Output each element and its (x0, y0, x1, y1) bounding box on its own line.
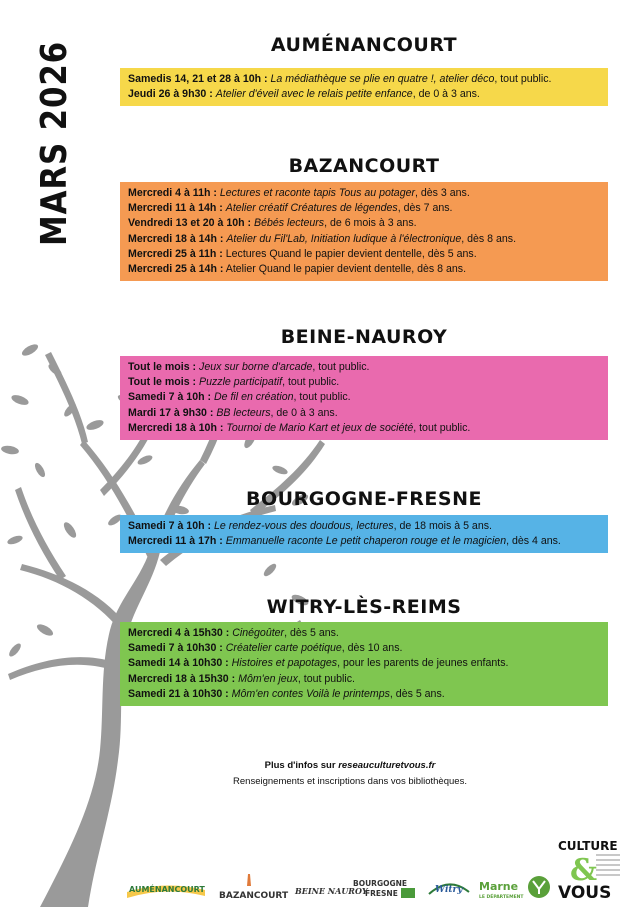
logo-beine-nauroy-text: BEINE NAUROY (295, 886, 368, 896)
event-line (128, 232, 600, 247)
event-audience: , tout public. (312, 361, 370, 373)
event-title: Lectures et raconte tapis Tous au potager (219, 187, 416, 199)
event-title: Puzzle participatif (199, 376, 283, 389)
vertical-title-text: MARS 2026 (34, 6, 75, 246)
logo-bourgogne-fresne (351, 872, 417, 902)
brand-culture: CULTURE (558, 839, 618, 853)
event-title: Histoires et papotages (231, 657, 338, 670)
event-date: Mercredi 18 à 15h30 : (128, 672, 236, 685)
event-date: Mercredi 4 à 11h : (128, 187, 217, 199)
logo-bazancourt-text: BAZANCOURT (219, 891, 289, 901)
event-line (128, 406, 600, 421)
event-line (128, 201, 600, 216)
section-title: BOURGOGNE-FRESNE (246, 488, 482, 510)
partner-logos (125, 872, 555, 902)
event-date: Samedis 14, 21 et 28 à 10h : (128, 73, 268, 85)
logo-fresne-text: FRESNE (365, 889, 398, 898)
event-audience: , de 0 à 3 ans. (412, 88, 480, 101)
event-date: Mercredi 25 à 14h : (128, 263, 224, 276)
event-date: Tout le mois : (128, 361, 197, 373)
event-title: Emmanuelle raconte Le petit chaperon rouge et le magicien (225, 535, 507, 548)
event-line (128, 216, 600, 231)
event-line (128, 421, 600, 436)
event-audience: Atelier Quand le papier devient dentelle, dès 8 ans. (223, 263, 467, 276)
event-date: Mercredi 18 à 14h : (128, 232, 224, 245)
culture-et-vous-logo (556, 838, 626, 903)
event-line (128, 262, 600, 277)
event-audience: , pour les parents de jeunes enfants. (337, 657, 509, 670)
section-title: AUMÉNANCOURT (270, 34, 458, 56)
brand-vous: VOUS (558, 883, 612, 903)
event-line (128, 72, 600, 87)
logo-witry (425, 872, 473, 902)
event-line (128, 626, 600, 641)
logo-aumenancourt-text: AUMÉNANCOURT (129, 885, 205, 894)
event-date: Mercredi 11 à 17h : (128, 535, 223, 548)
events-box (120, 68, 608, 106)
event-title: Môm'en contes Voilà le printemps (231, 687, 390, 700)
event-line (128, 360, 600, 375)
info-prefix: Plus d'infos sur (264, 760, 339, 771)
event-line (128, 247, 600, 262)
brand-ampersand: & (570, 853, 598, 888)
event-title: Le rendez-vous des doudous, lectures (213, 520, 394, 532)
logo-beine-nauroy (293, 872, 368, 902)
event-line (128, 656, 600, 671)
logo-aumenancourt (125, 872, 207, 902)
vertical-title (30, 6, 75, 248)
section-title: BAZANCOURT (288, 155, 440, 177)
events-box (120, 622, 608, 706)
event-line (128, 390, 600, 405)
event-date: Mercredi 11 à 14h : (128, 202, 223, 215)
event-audience: , dès 5 ans. (284, 627, 339, 639)
event-audience: , de 18 mois à 5 ans. (393, 520, 492, 532)
logo-bourgogne-text: BOURGOGNE (353, 879, 408, 888)
event-date: Samedi 7 à 10h : (128, 391, 212, 404)
event-date: Tout le mois : (128, 376, 197, 389)
event-title: Cinégoûter (232, 627, 285, 639)
event-title: Bébés lecteurs (254, 217, 325, 230)
event-title: De fil en création (213, 391, 294, 404)
event-audience: , tout public. (297, 672, 355, 685)
events-box (120, 356, 608, 440)
event-date: Jeudi 26 à 9h30 : (128, 88, 213, 101)
info-line (200, 760, 500, 771)
events-box (120, 182, 608, 281)
event-date: Vendredi 13 et 20 à 10h : (128, 217, 252, 230)
event-audience: , dès 3 ans. (415, 187, 470, 199)
event-title: Créatelier carte poétique (225, 642, 342, 655)
event-line (128, 375, 600, 390)
event-title: Atelier d'éveil avec le relais petite enfance (215, 88, 413, 101)
event-title: La médiathèque se plie en quatre !, atelier déco (270, 73, 495, 85)
event-audience: , de 0 à 3 ans. (270, 406, 338, 419)
logo-marne (479, 872, 551, 902)
logo-marne-text: Marne (479, 880, 519, 893)
logo-bazancourt (215, 872, 289, 902)
event-line (128, 672, 600, 687)
event-date: Samedi 7 à 10h : (128, 520, 212, 532)
event-date: Mardi 17 à 9h30 : (128, 406, 214, 419)
events-box (120, 515, 608, 553)
event-audience: , dès 4 ans. (506, 535, 561, 548)
event-audience: , dès 10 ans. (341, 642, 403, 655)
event-audience: , dès 7 ans. (397, 202, 453, 215)
section-title: WITRY-LÈS-REIMS (266, 596, 462, 618)
event-audience: Lectures Quand le papier devient dentelle, dès 5 ans. (222, 247, 477, 260)
event-title: Jeux sur borne d'arcade (199, 361, 313, 373)
info-line-2: Renseignements et inscriptions dans vos bibliothèques. (233, 776, 467, 787)
event-date: Mercredi 25 à 11h : (128, 247, 223, 260)
event-date: Mercredi 4 à 15h30 : (128, 627, 230, 639)
logo-marne-sub: LE DÉPARTEMENT (479, 895, 524, 900)
event-line (128, 87, 600, 102)
event-audience: , dès 5 ans. (389, 687, 445, 700)
event-line (128, 519, 600, 534)
event-title: Atelier du Fil'Lab, Initiation ludique à l'électronique (226, 232, 462, 245)
event-audience: , tout public. (282, 376, 340, 389)
event-line (128, 641, 600, 656)
event-audience: , tout public. (494, 73, 552, 85)
event-title: Môm'en jeux (238, 672, 298, 685)
event-title: Atelier créatif Créatures de légendes (225, 202, 398, 215)
event-audience: , dès 8 ans. (461, 232, 517, 245)
event-date: Samedi 7 à 10h30 : (128, 642, 223, 655)
logo-witry-text: Witry (435, 885, 463, 895)
event-date: Samedi 21 à 10h30 : (128, 687, 229, 700)
event-line (128, 186, 600, 201)
event-date: Samedi 14 à 10h30 : (128, 657, 229, 670)
event-line (128, 687, 600, 702)
event-title: BB lecteurs (216, 406, 271, 419)
info-link[interactable]: reseauculturetvous.fr (338, 760, 436, 771)
event-date: Mercredi 18 à 10h : (128, 421, 224, 434)
event-audience: , tout public. (413, 421, 471, 434)
event-audience: , tout public. (293, 391, 351, 404)
event-title: Tournoi de Mario Kart et jeux de société (226, 421, 414, 434)
section-title: BEINE-NAUROY (280, 326, 448, 348)
event-audience: , de 6 mois à 3 ans. (324, 217, 417, 230)
event-line (128, 534, 600, 549)
